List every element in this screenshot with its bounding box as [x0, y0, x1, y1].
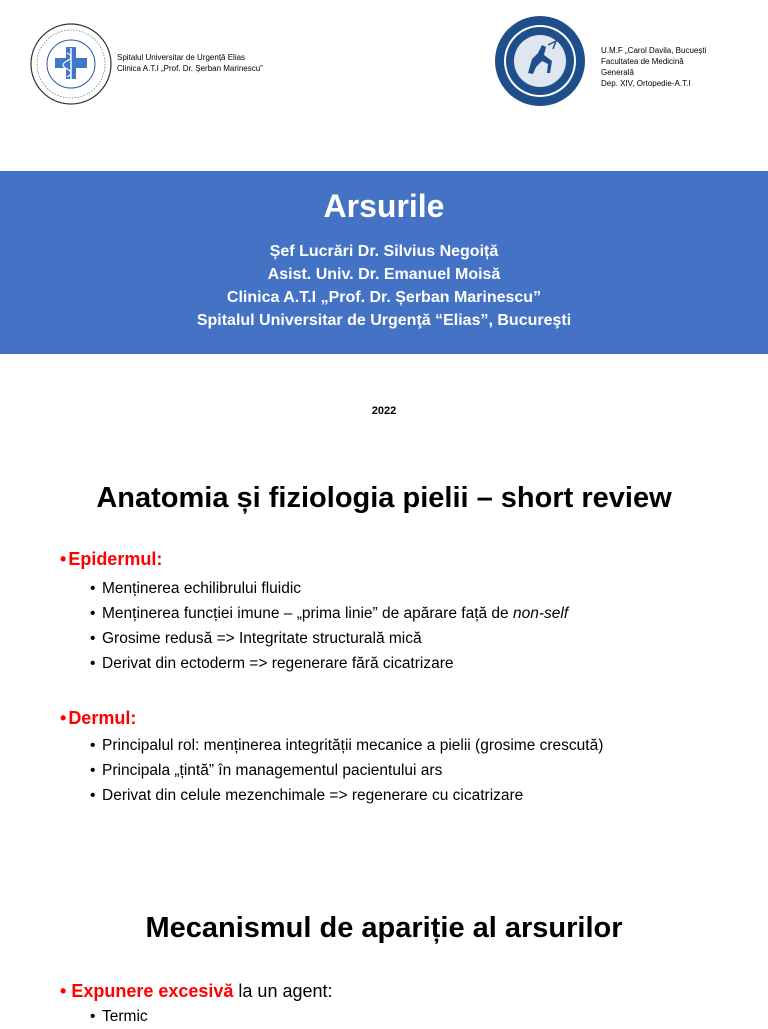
dermis-heading-label: Dermul:: [68, 708, 137, 728]
author-line: Clinica A.T.I „Prof. Dr. Șerban Marinescu”: [226, 289, 542, 306]
hospital-header-text: [117, 52, 263, 74]
list-item-italic: non-self: [512, 605, 569, 622]
author-line: Spitalul Universitar de Urgenţă “Elias”, Bucureşti: [196, 312, 572, 329]
epidermis-heading-label: Epidermul:: [68, 549, 163, 569]
slide-title: Anatomia și fiziologia pielii – short review: [96, 482, 672, 514]
presentation-title: Arsurile: [323, 188, 445, 224]
university-header-text: [601, 45, 731, 89]
university-name: U.M.F „Carol Davila, Bucuești: [601, 46, 707, 55]
epidermis-list: [90, 576, 568, 676]
epidermis-heading: • Epidermul:: [60, 549, 163, 569]
authors-block: [0, 240, 768, 332]
mechanism-slide: [0, 864, 768, 1024]
list-item: • Menținerea echilibrului fluidic: [90, 576, 568, 601]
presentation-year: 2022: [371, 405, 397, 417]
slide-title: Mecanismul de apariție al arsurilor: [145, 912, 623, 944]
exposure-bullet: • Expunere excesivă la un agent:: [60, 981, 333, 1001]
cover-slide: [0, 0, 768, 432]
list-item: • Derivat din ectoderm => regenerare fără cicatrizare: [90, 651, 568, 676]
faculty-name-cont: Generală: [601, 68, 634, 77]
list-item: • Principala „țintă” în managementul pacientului ars: [90, 758, 603, 783]
list-item: [90, 601, 568, 626]
agent-list: [90, 1004, 148, 1029]
list-item: • Derivat din celule mezenchimale => regenerare cu cicatrizare: [90, 783, 603, 808]
anatomy-slide: [0, 432, 768, 864]
author-line: Asist. Univ. Dr. Emanuel Moisă: [267, 266, 501, 283]
faculty-name: Facultatea de Medicină: [601, 57, 684, 66]
title-band: [0, 171, 768, 354]
hospital-seal-logo: [30, 23, 112, 105]
list-item-text: Menținerea funcției imune – „prima linie” de apărare față de: [102, 605, 513, 622]
list-item: • Principalul rol: menținerea integrității mecanice a pielii (grosime crescută): [90, 733, 603, 758]
dermis-list: [90, 733, 603, 808]
list-item: • Termic: [90, 1004, 148, 1029]
list-item: • Grosime redusă => Integritate structurală mică: [90, 626, 568, 651]
exposure-text: la un agent:: [233, 981, 333, 1001]
clinic-name: Clinica A.T.I „Prof. Dr. Șerban Marinescu”: [117, 64, 263, 73]
university-seal-logo: [493, 15, 587, 107]
author-line: Șef Lucrări Dr. Silvius Negoiță: [269, 243, 499, 260]
department-name: Dep. XIV, Ortopedie-A.T.I: [601, 79, 691, 88]
hospital-name: Spitalul Universitar de Urgență Elias: [117, 53, 246, 62]
exposure-bold-text: Expunere excesivă: [71, 981, 234, 1001]
dermis-heading: • Dermul:: [60, 708, 137, 728]
